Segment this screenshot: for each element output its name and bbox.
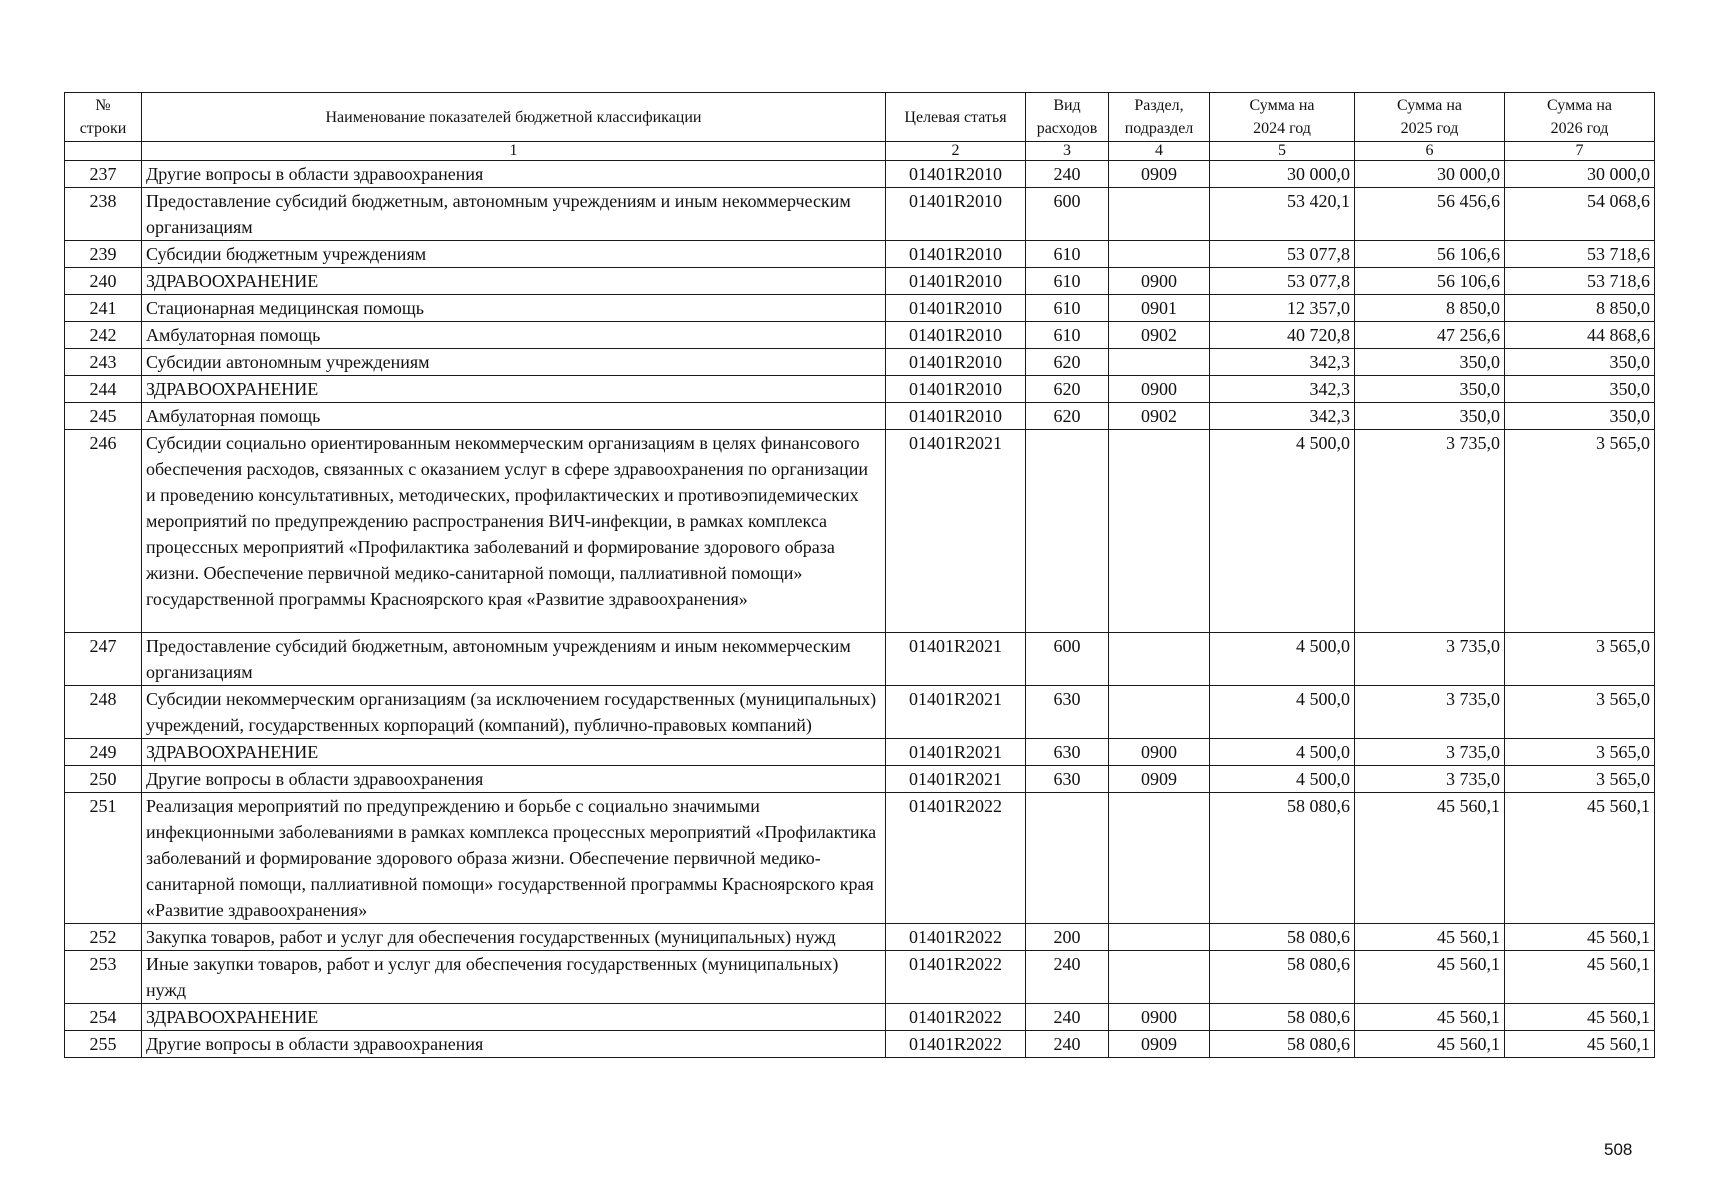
row-amount-2024-cell: 53 420,1	[1210, 188, 1355, 241]
row-amount-2026-cell: 350,0	[1505, 349, 1655, 376]
row-expense-type-cell: 610	[1026, 295, 1109, 322]
row-amount-2026-cell: 53 718,6	[1505, 241, 1655, 268]
row-number-cell: 250	[65, 766, 142, 793]
row-amount-2025-cell: 30 000,0	[1355, 161, 1505, 188]
budget-table	[64, 92, 1655, 1058]
row-amount-2024-cell: 4 500,0	[1210, 633, 1355, 686]
table-row	[65, 951, 1655, 1004]
row-amount-2025-cell: 45 560,1	[1355, 951, 1505, 1004]
column-number: 6	[1355, 142, 1505, 161]
row-amount-2025-cell: 3 735,0	[1355, 430, 1505, 633]
column-number: 3	[1026, 142, 1109, 161]
header-amount-2025-label: Сумма на 2025 год	[1397, 97, 1462, 137]
row-amount-2026-cell: 53 718,6	[1505, 268, 1655, 295]
row-expense-type-cell: 240	[1026, 161, 1109, 188]
page-number: 508	[1604, 1140, 1633, 1159]
row-section-cell: 0902	[1109, 322, 1210, 349]
row-number-cell: 246	[65, 430, 142, 633]
row-amount-2026-cell: 3 565,0	[1505, 686, 1655, 739]
row-amount-2025-cell: 56 106,6	[1355, 241, 1505, 268]
header-name-label: Наименование показателей бюджетной классификации	[325, 108, 702, 126]
row-expense-type-cell: 240	[1026, 1004, 1109, 1031]
row-amount-2024-cell: 58 080,6	[1210, 924, 1355, 951]
row-number-cell: 237	[65, 161, 142, 188]
row-amount-2024-cell: 30 000,0	[1210, 161, 1355, 188]
row-amount-2026-cell: 3 565,0	[1505, 766, 1655, 793]
table-row	[65, 686, 1655, 739]
row-amount-2026-cell: 30 000,0	[1505, 161, 1655, 188]
row-section-cell	[1109, 430, 1210, 633]
row-number-cell: 239	[65, 241, 142, 268]
row-expense-type-cell: 200	[1026, 924, 1109, 951]
row-amount-2025-cell: 3 735,0	[1355, 739, 1505, 766]
row-amount-2025-cell: 350,0	[1355, 349, 1505, 376]
row-name-cell: Амбулаторная помощь	[142, 403, 886, 430]
row-amount-2025-cell: 45 560,1	[1355, 1004, 1505, 1031]
table-row	[65, 295, 1655, 322]
row-amount-2025-cell: 8 850,0	[1355, 295, 1505, 322]
row-target-article-cell: 01401R2010	[886, 349, 1026, 376]
row-target-article-cell: 01401R2010	[886, 295, 1026, 322]
row-amount-2024-cell: 342,3	[1210, 349, 1355, 376]
row-amount-2024-cell: 58 080,6	[1210, 1004, 1355, 1031]
row-amount-2024-cell: 4 500,0	[1210, 686, 1355, 739]
row-expense-type-cell: 630	[1026, 766, 1109, 793]
row-target-article-cell: 01401R2021	[886, 686, 1026, 739]
row-section-cell: 0900	[1109, 268, 1210, 295]
row-number-cell: 240	[65, 268, 142, 295]
row-target-article-cell: 01401R2022	[886, 793, 1026, 924]
table-row	[65, 376, 1655, 403]
row-amount-2024-cell: 58 080,6	[1210, 951, 1355, 1004]
header-row	[65, 93, 1655, 142]
row-section-cell	[1109, 188, 1210, 241]
column-numbering-row	[65, 142, 1655, 161]
header-amount-2025	[1355, 93, 1505, 142]
row-number-cell: 252	[65, 924, 142, 951]
row-section-cell: 0909	[1109, 766, 1210, 793]
table-body	[65, 161, 1655, 1058]
row-expense-type-cell: 610	[1026, 268, 1109, 295]
row-amount-2026-cell: 45 560,1	[1505, 793, 1655, 924]
row-name-cell: Субсидии бюджетным учреждениям	[142, 241, 886, 268]
table-row	[65, 1031, 1655, 1058]
table-row	[65, 322, 1655, 349]
column-number: 7	[1505, 142, 1655, 161]
row-section-cell	[1109, 951, 1210, 1004]
row-number-cell: 249	[65, 739, 142, 766]
table-row	[65, 268, 1655, 295]
header-section-label: Раздел, подраздел	[1124, 97, 1194, 137]
row-number-cell: 242	[65, 322, 142, 349]
row-expense-type-cell	[1026, 430, 1109, 633]
header-amount-2024	[1210, 93, 1355, 142]
row-section-cell	[1109, 349, 1210, 376]
row-name-cell: Стационарная медицинская помощь	[142, 295, 886, 322]
row-amount-2026-cell: 3 565,0	[1505, 430, 1655, 633]
row-number-cell: 255	[65, 1031, 142, 1058]
row-expense-type-cell: 620	[1026, 376, 1109, 403]
row-target-article-cell: 01401R2010	[886, 403, 1026, 430]
row-amount-2024-cell: 58 080,6	[1210, 793, 1355, 924]
row-amount-2025-cell: 45 560,1	[1355, 1031, 1505, 1058]
row-section-cell: 0909	[1109, 161, 1210, 188]
table-row	[65, 739, 1655, 766]
header-target-article	[886, 93, 1026, 142]
row-name-cell: ЗДРАВООХРАНЕНИЕ	[142, 376, 886, 403]
row-expense-type-cell: 610	[1026, 241, 1109, 268]
row-amount-2025-cell: 350,0	[1355, 403, 1505, 430]
row-amount-2025-cell: 3 735,0	[1355, 633, 1505, 686]
row-amount-2025-cell: 45 560,1	[1355, 793, 1505, 924]
row-expense-type-cell: 240	[1026, 1031, 1109, 1058]
row-section-cell: 0909	[1109, 1031, 1210, 1058]
row-expense-type-cell: 240	[1026, 951, 1109, 1004]
row-name-cell: Субсидии социально ориентированным некоммерческим организациям в целях финансового обеспечения расходов, связанных с оказанием услуг в сфере здравоохранения по организации и проведению консультативных, методических, профилактических и противоэпидемических мероприятий по предупреждению распространения ВИЧ-инфекции, в рамках комплекса процессных мероприятий «Профилактика заболеваний и формирование здорового образа жизни. Обеспечение первичной медико-санитарной помощи, паллиативной помощи» государственной программы Красноярского края «Развитие здравоохранения»	[142, 430, 886, 633]
header-target-article-label: Целевая статья	[904, 108, 1007, 126]
row-amount-2024-cell: 342,3	[1210, 403, 1355, 430]
row-amount-2026-cell: 54 068,6	[1505, 188, 1655, 241]
row-number-cell: 241	[65, 295, 142, 322]
table-row	[65, 349, 1655, 376]
row-number-cell: 251	[65, 793, 142, 924]
row-section-cell: 0900	[1109, 739, 1210, 766]
row-name-cell: Другие вопросы в области здравоохранения	[142, 161, 886, 188]
row-amount-2026-cell: 350,0	[1505, 403, 1655, 430]
row-amount-2026-cell: 3 565,0	[1505, 739, 1655, 766]
row-amount-2024-cell: 342,3	[1210, 376, 1355, 403]
row-name-cell: Амбулаторная помощь	[142, 322, 886, 349]
row-amount-2026-cell: 350,0	[1505, 376, 1655, 403]
header-name	[142, 93, 886, 142]
row-amount-2026-cell: 8 850,0	[1505, 295, 1655, 322]
row-expense-type-cell: 630	[1026, 739, 1109, 766]
table-row	[65, 241, 1655, 268]
row-section-cell	[1109, 633, 1210, 686]
row-section-cell: 0901	[1109, 295, 1210, 322]
header-amount-2026	[1505, 93, 1655, 142]
row-target-article-cell: 01401R2021	[886, 766, 1026, 793]
row-section-cell	[1109, 924, 1210, 951]
row-expense-type-cell: 620	[1026, 349, 1109, 376]
row-amount-2024-cell: 40 720,8	[1210, 322, 1355, 349]
row-amount-2025-cell: 56 106,6	[1355, 268, 1505, 295]
row-target-article-cell: 01401R2022	[886, 951, 1026, 1004]
row-section-cell	[1109, 241, 1210, 268]
row-target-article-cell: 01401R2010	[886, 161, 1026, 188]
column-number-blank	[65, 142, 142, 161]
row-amount-2024-cell: 4 500,0	[1210, 739, 1355, 766]
row-target-article-cell: 01401R2021	[886, 430, 1026, 633]
header-amount-2024-label: Сумма на 2024 год	[1249, 97, 1315, 137]
row-name-cell: Другие вопросы в области здравоохранения	[142, 1031, 886, 1058]
row-target-article-cell: 01401R2010	[886, 241, 1026, 268]
row-number-cell: 248	[65, 686, 142, 739]
header-row-number-label: № строки	[79, 97, 127, 137]
header-row-number	[65, 93, 142, 142]
row-target-article-cell: 01401R2010	[886, 188, 1026, 241]
row-number-cell: 238	[65, 188, 142, 241]
header-section	[1109, 93, 1210, 142]
row-amount-2024-cell: 53 077,8	[1210, 241, 1355, 268]
row-number-cell: 254	[65, 1004, 142, 1031]
header-expense-type	[1026, 93, 1109, 142]
column-number: 1	[142, 142, 886, 161]
row-name-cell: Иные закупки товаров, работ и услуг для обеспечения государственных (муниципальных) нужд	[142, 951, 886, 1004]
row-number-cell: 243	[65, 349, 142, 376]
row-expense-type-cell: 630	[1026, 686, 1109, 739]
header-expense-type-label: Вид расходов	[1036, 97, 1098, 137]
header-amount-2026-label: Сумма на 2026 год	[1547, 97, 1612, 137]
row-expense-type-cell: 620	[1026, 403, 1109, 430]
row-name-cell: ЗДРАВООХРАНЕНИЕ	[142, 1004, 886, 1031]
row-section-cell: 0900	[1109, 1004, 1210, 1031]
table-row	[65, 633, 1655, 686]
table-row	[65, 430, 1655, 633]
row-amount-2025-cell: 45 560,1	[1355, 924, 1505, 951]
column-number: 4	[1109, 142, 1210, 161]
row-target-article-cell: 01401R2010	[886, 322, 1026, 349]
row-section-cell: 0902	[1109, 403, 1210, 430]
table-row	[65, 188, 1655, 241]
row-amount-2026-cell: 3 565,0	[1505, 633, 1655, 686]
row-name-cell: Другие вопросы в области здравоохранения	[142, 766, 886, 793]
table-row	[65, 793, 1655, 924]
row-target-article-cell: 01401R2021	[886, 739, 1026, 766]
column-number: 2	[886, 142, 1026, 161]
row-name-cell: Закупка товаров, работ и услуг для обеспечения государственных (муниципальных) нужд	[142, 924, 886, 951]
row-name-cell: Субсидии автономным учреждениям	[142, 349, 886, 376]
row-amount-2025-cell: 3 735,0	[1355, 686, 1505, 739]
row-amount-2024-cell: 4 500,0	[1210, 430, 1355, 633]
row-name-cell: Субсидии некоммерческим организациям (за исключением государственных (муниципальных) учреждений, государственных корпораций (компаний), публично-правовых компаний)	[142, 686, 886, 739]
row-name-cell: Реализация мероприятий по предупреждению и борьбе с социально значимыми инфекционными заболеваниями в рамках комплекса процессных мероприятий «Профилактика заболеваний и формирование здорового образа жизни. Обеспечение первичной медико-санитарной помощи, паллиативной помощи» государственной программы Красноярского края «Развитие здравоохранения»	[142, 793, 886, 924]
row-amount-2026-cell: 45 560,1	[1505, 924, 1655, 951]
row-number-cell: 247	[65, 633, 142, 686]
row-number-cell: 245	[65, 403, 142, 430]
row-amount-2026-cell: 44 868,6	[1505, 322, 1655, 349]
row-amount-2025-cell: 56 456,6	[1355, 188, 1505, 241]
row-section-cell	[1109, 686, 1210, 739]
row-amount-2024-cell: 53 077,8	[1210, 268, 1355, 295]
row-amount-2025-cell: 47 256,6	[1355, 322, 1505, 349]
row-amount-2026-cell: 45 560,1	[1505, 951, 1655, 1004]
row-name-cell: Предоставление субсидий бюджетным, автономным учреждениям и иным некоммерческим организациям	[142, 633, 886, 686]
row-amount-2026-cell: 45 560,1	[1505, 1031, 1655, 1058]
table-row	[65, 1004, 1655, 1031]
column-number: 5	[1210, 142, 1355, 161]
row-name-cell: Предоставление субсидий бюджетным, автономным учреждениям и иным некоммерческим организациям	[142, 188, 886, 241]
row-target-article-cell: 01401R2010	[886, 268, 1026, 295]
row-section-cell: 0900	[1109, 376, 1210, 403]
row-target-article-cell: 01401R2022	[886, 1004, 1026, 1031]
row-amount-2025-cell: 3 735,0	[1355, 766, 1505, 793]
row-expense-type-cell: 600	[1026, 188, 1109, 241]
row-amount-2024-cell: 58 080,6	[1210, 1031, 1355, 1058]
row-amount-2024-cell: 12 357,0	[1210, 295, 1355, 322]
table-row	[65, 161, 1655, 188]
row-amount-2025-cell: 350,0	[1355, 376, 1505, 403]
row-name-cell: ЗДРАВООХРАНЕНИЕ	[142, 268, 886, 295]
row-number-cell: 244	[65, 376, 142, 403]
row-name-cell: ЗДРАВООХРАНЕНИЕ	[142, 739, 886, 766]
row-amount-2024-cell: 4 500,0	[1210, 766, 1355, 793]
row-target-article-cell: 01401R2022	[886, 924, 1026, 951]
row-target-article-cell: 01401R2010	[886, 376, 1026, 403]
table-row	[65, 766, 1655, 793]
row-section-cell	[1109, 793, 1210, 924]
row-expense-type-cell: 610	[1026, 322, 1109, 349]
row-expense-type-cell	[1026, 793, 1109, 924]
row-target-article-cell: 01401R2021	[886, 633, 1026, 686]
row-target-article-cell: 01401R2022	[886, 1031, 1026, 1058]
table-row	[65, 403, 1655, 430]
row-amount-2026-cell: 45 560,1	[1505, 1004, 1655, 1031]
row-number-cell: 253	[65, 951, 142, 1004]
table-row	[65, 924, 1655, 951]
row-expense-type-cell: 600	[1026, 633, 1109, 686]
